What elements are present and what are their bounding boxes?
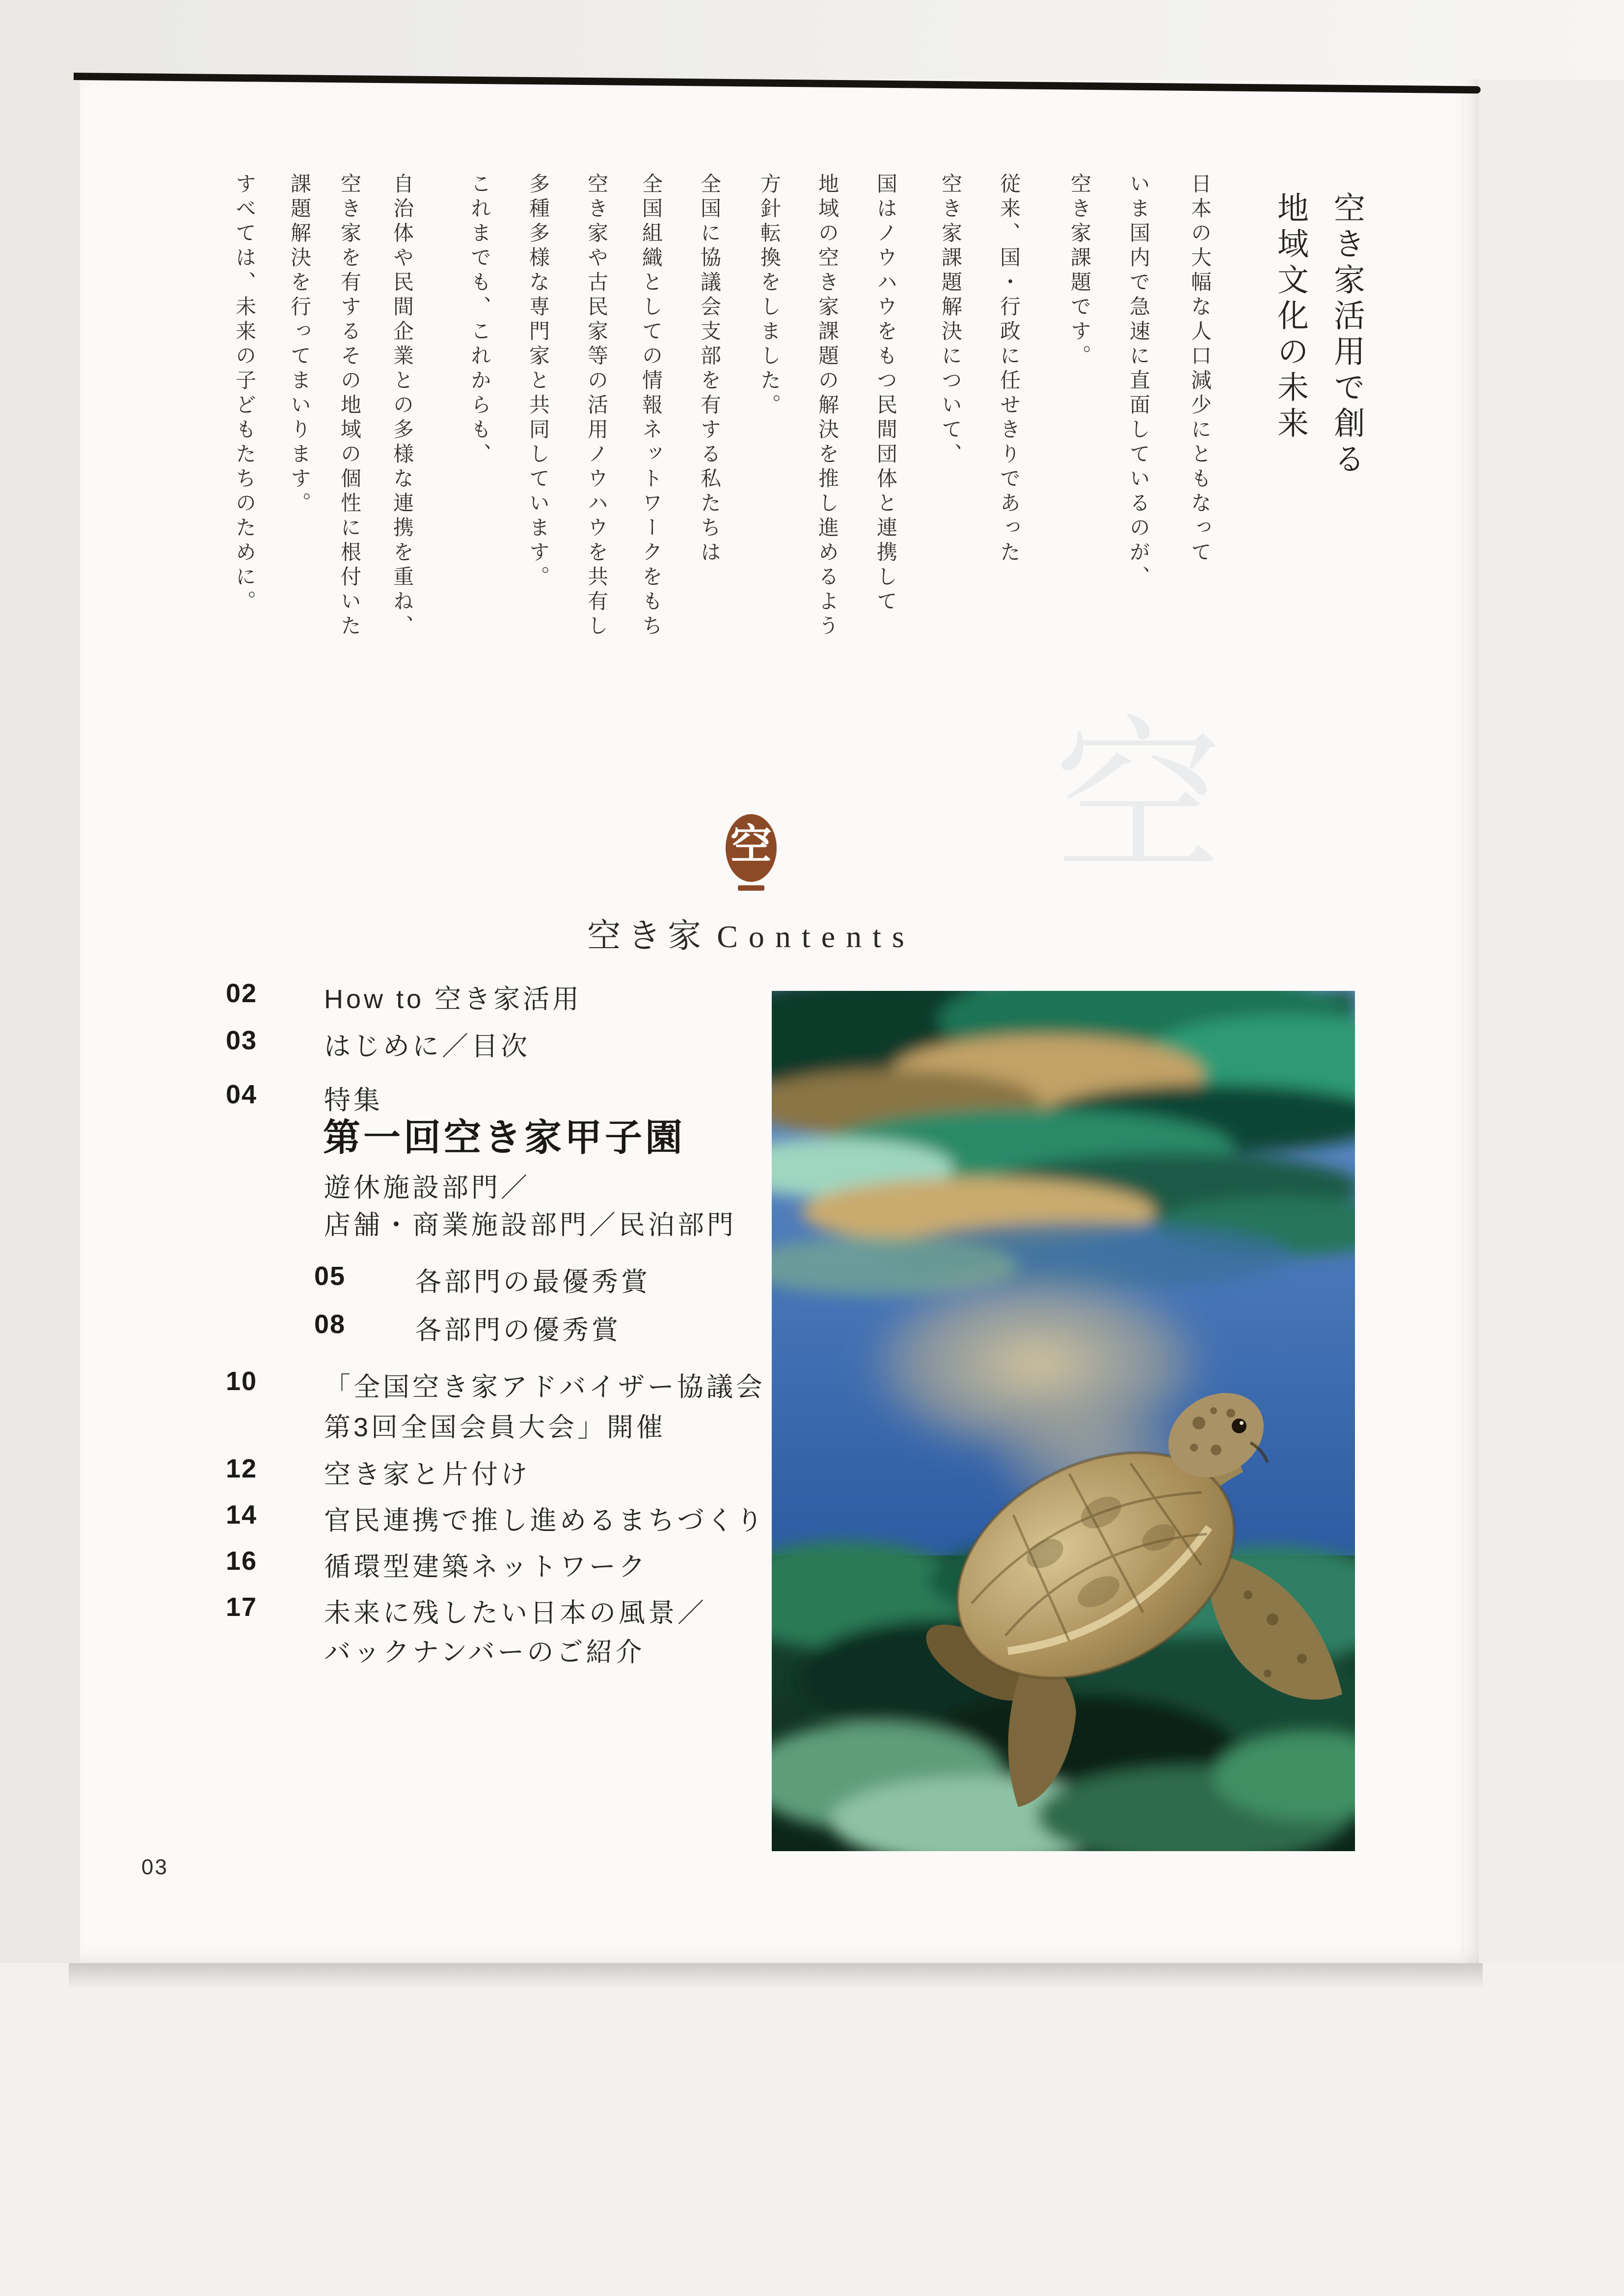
toc-feature-subline: 遊休施設部門／ [324, 1173, 530, 1203]
intro-column: 空き家課題解決について、 [939, 173, 961, 467]
toc-page-number: 02 [226, 979, 258, 1008]
intro-column: 空き家や古民家等の活用ノウハウを共有し [585, 173, 607, 639]
intro-column: 方針転換をしました。 [758, 173, 780, 418]
page-right-fold-line [1462, 88, 1463, 1954]
toc-entry-title: はじめに／目次 [324, 1032, 530, 1061]
contents-heading-en: Contents [717, 919, 915, 954]
vertical-title-line-1: 空き家活用で創る [1329, 191, 1364, 478]
intro-column: 日本の大幅な人口減少にともなって [1188, 173, 1211, 566]
intro-column: 課題解決を行ってまいります。 [288, 173, 310, 517]
toc-page-number: 17 [226, 1592, 258, 1622]
intro-column: 全国組織としての情報ネットワークをもち [639, 173, 662, 639]
brand-logo-bottom-stroke [738, 885, 764, 891]
intro-column: いま国内で急速に直面しているのが、 [1127, 173, 1149, 590]
brand-logo-glyph: 空 [730, 822, 772, 868]
intro-column: 全国に協議会支部を有する私たちは [698, 173, 720, 566]
toc-page-number: 10 [226, 1367, 258, 1396]
intro-column: 地域の空き家課題の解決を推し進めるよう [815, 173, 838, 639]
toc-entry-title-line2: バックナンバーのご紹介 [324, 1638, 645, 1667]
toc-entry-title: How to 空き家活用 [324, 984, 582, 1014]
toc-page-number: 12 [226, 1454, 258, 1483]
page-bottom-shadow [69, 1963, 1483, 1989]
intro-column: 多種多様な専門家と共同しています。 [526, 173, 549, 590]
brand-logo-seal [726, 814, 777, 882]
toc-entry-title-line2: 第3回全国会員大会」開催 [324, 1413, 666, 1442]
toc-entry-title: 官民連携で推し進めるまちづくり [324, 1506, 766, 1535]
toc-entry-title: 循環型建築ネットワーク [324, 1552, 648, 1582]
toc-entry-title: 各部門の優秀賞 [415, 1315, 621, 1345]
intro-column: 空き家課題です。 [1068, 173, 1090, 369]
intro-column: 国はノウハウをもつ民間団体と連携して [874, 173, 896, 615]
showthrough-watermark-glyph: 空 [1055, 707, 1222, 893]
toc-entry-title: 特集 [324, 1086, 383, 1115]
toc-feature-title: 第一回空き家甲子園 [323, 1117, 685, 1159]
toc-entry-title: 未来に残したい日本の風景／ [324, 1598, 707, 1628]
intro-column: すべては、未来の子どもたちのために。 [233, 173, 255, 615]
toc-page-number: 05 [314, 1261, 346, 1291]
toc-entry-title: 空き家と片付け [324, 1460, 530, 1489]
contents-heading [442, 909, 1060, 957]
intro-column: 空き家を有するその地域の個性に根付いた [338, 173, 360, 639]
folio-page-number: 03 [141, 1855, 168, 1879]
intro-column: 自治体や民間企業との多様な連携を重ね、 [390, 173, 413, 639]
contents-heading-jp: 空き家 [587, 917, 708, 955]
toc-page-number: 04 [226, 1080, 258, 1109]
vertical-title-line-2: 地域文化の未来 [1273, 191, 1308, 442]
scanner-bed-left [0, 0, 80, 2296]
toc-page-number: 03 [226, 1026, 258, 1055]
underlying-page-right [1479, 0, 1624, 2296]
intro-column: これまでも、これからも、 [468, 173, 490, 467]
intro-column: 従来、国・行政に任せきりであった [997, 173, 1020, 566]
toc-page-number: 16 [226, 1546, 258, 1576]
toc-entry-title: 「全国空き家アドバイザー協議会 [324, 1372, 765, 1402]
toc-feature-subline: 店舗・商業施設部門／民泊部門 [324, 1210, 736, 1240]
toc-page-number: 08 [314, 1310, 346, 1339]
sea-turtle-photo [772, 991, 1355, 1851]
toc-entry-title: 各部門の最優秀賞 [415, 1267, 650, 1297]
scanner-bed-top [0, 0, 1624, 80]
toc-page-number: 14 [226, 1500, 258, 1530]
underlying-page-bottom [0, 1963, 1624, 2296]
